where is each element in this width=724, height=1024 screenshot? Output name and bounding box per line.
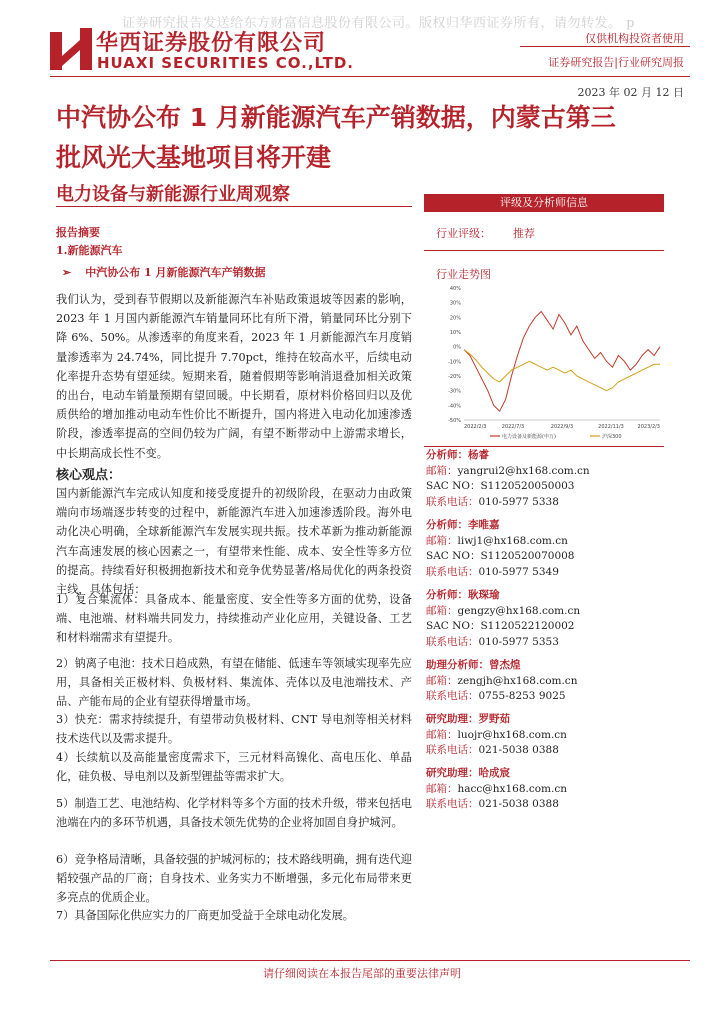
analyst-role: 研究助理：罗野茹 [426,713,510,725]
rating-analyst-header: 评级及分析师信息 [424,194,664,212]
title-line-1: 中汽协公布 1 月新能源汽车产销数据，内蒙古第三 [56,103,616,132]
y-tick-label: -40% [448,403,461,410]
footer-divider [50,960,690,961]
analyst-phone: 010-5977 5353 [478,635,559,648]
y-tick-label: 10% [449,330,461,336]
report-title [56,98,686,178]
y-tick-label: -50% [448,418,461,424]
core-item-2: 2）钠离子电池：技术日趋成熟，有望在储能、低速车等领域实现率先应用，具备相关正极材料、负极材料、集流体、壳体以及电池端技术、产品、产能布局的企业有望获得增量市场。 [56,657,412,709]
legend-label: 沪深300 [602,434,622,440]
email-label: 邮箱： [426,728,458,741]
core-heading: 核心观点： [56,468,122,483]
sac-label: SAC NO： [426,550,481,562]
trend-chart-title: 行业走势图 [436,268,491,281]
analyst-email[interactable]: zengjh@hx168.com.cn [457,674,578,687]
analyst-email[interactable]: hacc@hx168.com.cn [457,782,567,795]
core-item-6: 6）竞争格局清晰，具备较强的护城河标的；技术路线明确，拥有迭代迎韬较强产品的厂商；自身技术、业务实力不断增强，多元化布局带来更多亮点的优质企业。 [56,853,412,905]
company-logo [50,28,92,70]
analyst-block [426,448,590,510]
summary-paragraph: 我们认为，受到春节假期以及新能源汽车补贴政策退坡等因素的影响，2023 年 1 月国内新能源汽车销量同环比有所下滑，销量同环比分别下降 6%、50%。从渗透率的角度来看，2023 年 1 月新能源汽车月度销量渗透率为 24.74%，同比提升 7.70pct，维持在较高水平，后续电动化率提升态势有望延续。短期来看，随着假期等影响消退叠加相关政策的出台，电动车销量预期有望回暖。中长期看，原材料价格回归以及优质供给的增加推动电动车性价比不断提升，国内将进入电动化加速渗透阶段，渗透率提高的空间仍较为广阔，有望不断带动中上游需求增长，中长期高成长性不变。 [56,293,412,460]
industry-rating [436,225,535,241]
core-item-1: 1）复合集流体：具备成本、能量密度、安全性等多方面的优势，设备端、电池端、材料端共同发力，持续推动产业化应用，关键设备、工艺和材料端需求有望提升。 [56,593,412,645]
summary-bullet [62,264,266,280]
analyst-email-row [426,464,590,480]
phone-label: 联系电话： [426,744,479,756]
subtitle-divider [56,206,412,207]
analyst-block [426,766,567,813]
legal-footer: 请仔细阅读在本报告尾部的重要法律声明 [263,967,461,980]
series-line-0 [464,312,660,412]
report-type: 证券研究报告|行业研究周报 [548,56,684,69]
analyst-block [426,588,580,650]
phone-label: 联系电话： [426,635,479,648]
analyst-role: 分析师：杨睿 [426,449,489,461]
company-name-cn: 华西证券股份有限公司 [96,31,327,56]
y-tick-label: 0% [453,344,461,351]
bullet-arrow-icon: ➢ [62,266,72,279]
rating-value: 推荐 [513,227,535,240]
x-tick-label: 2022/7/3 [501,424,525,430]
analyst-sac: S1120520070008 [480,550,575,562]
analyst-sac-row [426,479,590,495]
analyst-phone: 021-5038 0388 [478,744,559,756]
legend-label: 电力设备及新能源(申万) [502,434,556,440]
core-paragraph: 国内新能源汽车完成认知度和接受度提升的初级阶段，在驱动力由政策端向市场端逐步转变的过程中，新能源汽车进入加速渗透阶段。海外电动化决心明确，全球新能源汽车发展实现共振。技术革新为推动新能源汽车高速发展的核心因素之一，有望带来性能、成本、安全性等多方位的提高。持续看好积极拥抱新技术和竞争优势显著/格局优化的两条投资主线，具体包括： [56,487,412,597]
summary-heading: 报告摘要 [56,226,100,239]
email-label: 邮箱： [426,604,458,617]
sac-label: SAC NO： [426,620,481,632]
analyst-phone: 021-5038 0388 [478,798,559,810]
watermark: 证券研究报告发送给东方财富信息股份有限公司。版权归华西证券所有，请勿转发。 p [122,16,635,31]
section-heading-nev: 1.新能源汽车 [56,244,123,257]
analyst-phone-row [426,565,575,581]
phone-label: 联系电话： [426,690,479,702]
analyst-email[interactable]: gengzy@hx168.com.cn [457,604,581,617]
analyst-phone-row [426,743,567,759]
y-tick-label: 40% [449,286,461,292]
analyst-phone: 010-5977 5338 [478,495,559,508]
analyst-sac-row [426,549,575,565]
analyst-sac: S1120520050003 [480,480,575,492]
core-item-7: 7）具备国际化供应实力的厂商更加受益于全球电动化发展。 [56,909,354,922]
title-line-2: 批风光大基地项目将开建 [56,143,332,172]
analyst-email[interactable]: liwj1@hx168.com.cn [457,534,568,547]
analyst-phone-row [426,495,590,511]
analyst-role: 分析师：李唯嘉 [426,519,500,531]
bullet-text: 中汽协公布 1 月新能源汽车产销数据 [85,266,266,279]
analyst-block [426,518,575,580]
analyst-email[interactable]: luojr@hx168.com.cn [457,728,567,741]
email-label: 邮箱： [426,534,458,547]
analyst-email[interactable]: yangrui2@hx168.com.cn [457,464,590,477]
email-label: 邮箱： [426,674,458,687]
analyst-phone-row [426,635,580,651]
x-tick-label: 2022/9/3 [550,424,574,430]
analyst-email-row [426,534,575,550]
analyst-sac-row [426,619,580,635]
y-tick-label: -30% [448,388,461,395]
analyst-email-row [426,782,567,798]
analyst-phone-row [426,797,567,813]
email-label: 邮箱： [426,782,458,795]
header-divider-short [520,46,690,47]
core-item-5: 5）制造工艺、电池结构、化学材料等多个方面的技术升级，带来包括电池端在内的多环节机遇，具备技术领先优势的企业将加固自身护城河。 [56,797,412,830]
chart-divider [424,446,664,447]
email-label: 邮箱： [426,464,458,477]
company-name-en: HUAXI SECURITIES CO.,LTD. [97,54,354,72]
core-item-4: 4）长续航以及高能量密度需求下，三元材料高镍化、高电压化、单晶化，硅负极、导电剂以及新型锂盐等需求扩大。 [56,751,412,784]
y-tick-label: -10% [448,359,461,366]
y-tick-label: -20% [448,374,461,380]
y-tick-label: 30% [449,300,461,307]
analyst-phone-row [426,689,577,705]
y-tick-label: 20% [449,315,461,322]
analyst-sac: S1120522120002 [480,620,575,632]
analyst-email-row [426,674,577,690]
analyst-phone: 010-5977 5349 [478,565,559,578]
x-tick-label: 2022/11/3 [598,424,624,430]
analyst-email-row [426,728,567,744]
core-item-3: 3）快充：需求持续提升，有望带动负极材料、CNT 导电剂等相关材料技术迭代以及需求提升。 [56,713,412,746]
analyst-block [426,712,567,759]
header-divider [50,76,690,77]
phone-label: 联系电话： [426,565,479,578]
analyst-role: 研究助理：哈成宸 [426,767,510,779]
report-date: 2023 年 02 月 12 日 [577,86,684,99]
analyst-phone: 0755-8253 9025 [478,690,566,702]
analyst-email-row [426,604,580,620]
industry-trend-chart [430,282,670,442]
sac-label: SAC NO： [426,480,481,492]
analyst-block [426,658,577,705]
phone-label: 联系电话： [426,798,479,810]
x-tick-label: 2022/2/3 [464,424,487,430]
rating-divider [424,250,664,251]
analyst-role: 分析师：耿琛瑜 [426,589,500,601]
phone-label: 联系电话： [426,495,479,508]
analyst-role: 助理分析师：曾杰煌 [426,659,521,671]
x-tick-label: 2023/2/3 [637,424,660,430]
institution-note: 仅供机构投资者使用 [585,32,684,45]
report-subtitle: 电力设备与新能源行业周观察 [56,184,290,205]
rating-label: 行业评级： [436,227,491,240]
